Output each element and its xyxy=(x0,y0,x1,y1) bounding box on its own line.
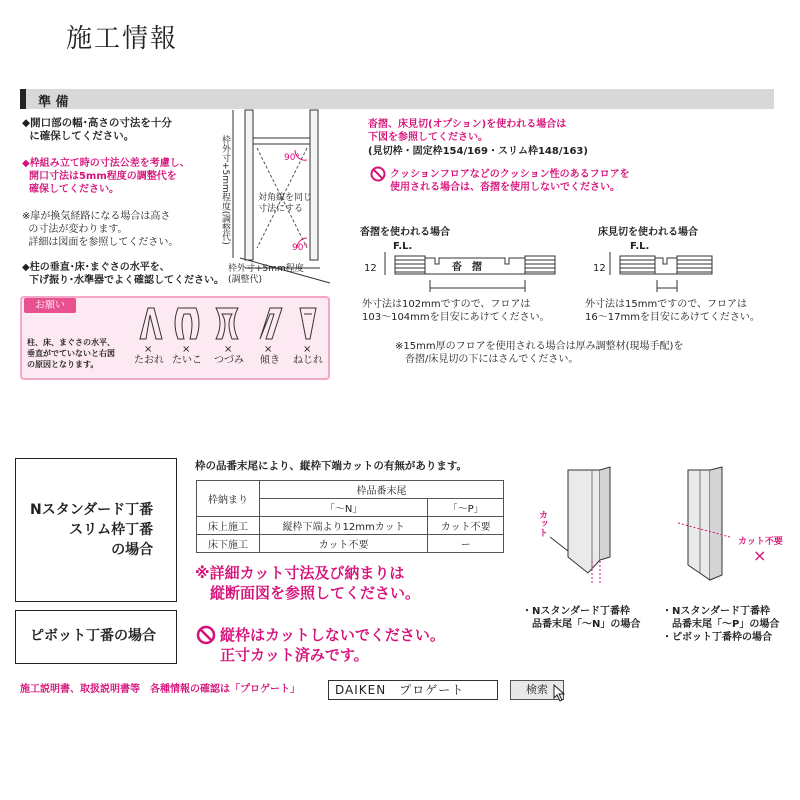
table-row xyxy=(197,517,504,535)
table-row xyxy=(197,535,504,553)
table-cell: カット不要 xyxy=(259,535,427,553)
fl-label-right: F.L. xyxy=(630,241,650,252)
defect-mark: × xyxy=(224,344,233,355)
table-head-group: 枠品番末尾 xyxy=(259,481,503,499)
defect-mark: × xyxy=(303,344,312,355)
hinge-std-note: ※詳細カット寸法及び納まりは 縦断面図を参照してください。 xyxy=(195,564,421,602)
dim-12-left: 12 xyxy=(364,263,377,274)
table-cell: ー xyxy=(428,535,504,553)
table-cell: カット不要 xyxy=(428,517,504,535)
table-cell: 縦枠下端より12mmカット xyxy=(259,517,427,535)
defect-mark: × xyxy=(264,344,273,355)
defect-label: たおれ xyxy=(134,355,164,366)
cursor-icon xyxy=(552,684,568,702)
left-case-title: 沓摺を使われる場合 xyxy=(360,227,450,238)
vertical-dim-label: 枠外寸+5mm程度(調整代) xyxy=(220,135,230,245)
left-figure-caption: ・Nスタンダード丁番枠 品番末尾「～N」の場合 xyxy=(522,606,641,630)
angle-top-label: 90° xyxy=(284,153,300,163)
table-cell: 床下施工 xyxy=(197,535,260,553)
prohibition-icon xyxy=(370,166,386,182)
defect-label: ねじれ xyxy=(293,355,323,366)
threshold-notice: クッションフロアなどのクッション性のあるフロアを 使用される場合は、沓摺を使用しないでください。 xyxy=(390,169,630,193)
cut-figure-right xyxy=(670,465,740,590)
horizontal-dim-label: 枠外寸+5mm程度 (調整代) xyxy=(228,264,304,285)
table-cell: 床上施工 xyxy=(197,517,260,535)
table-head-n: 「～N」 xyxy=(259,499,427,517)
section-marker xyxy=(20,89,26,109)
right-case-title: 床見切を使われる場合 xyxy=(598,227,698,238)
request-text: 柱、床、まぐさの水平、 垂直がでていないと右図 の原因となります。 xyxy=(27,338,115,369)
section-bar xyxy=(20,89,774,109)
hinge-std-intro: 枠の品番末尾により、縦枠下端カットの有無があります。 xyxy=(195,460,468,472)
search-input[interactable]: DAIKEN プロゲート xyxy=(328,680,498,700)
threshold-sub: (見切枠・固定枠154/169・スリム枠148/163) xyxy=(368,146,588,157)
floor-trim-diagram xyxy=(605,250,715,295)
request-tag: お願い xyxy=(24,298,76,313)
section-title: 準 備 xyxy=(38,95,69,110)
prohibition-icon xyxy=(196,625,216,645)
footer-text: 施工説明書、取扱説明書等 各種情報の確認は「プロゲート」 xyxy=(20,684,300,695)
defect-label: つづみ xyxy=(214,355,244,366)
hinge-pivot-note: 縦枠はカットしないでください。 正寸カット済みです。 xyxy=(220,626,445,664)
defect-label: 傾き xyxy=(260,355,280,366)
angle-bottom-label: 90° xyxy=(292,243,308,253)
threshold-heading: 沓摺、床見切(オプション)を使われる場合は 下図を参照してください。 xyxy=(368,119,567,143)
defect-label: たいこ xyxy=(172,355,202,366)
page-title: 施工情報 xyxy=(66,24,179,54)
defect-mark: × xyxy=(144,344,153,355)
frame-table xyxy=(196,480,504,553)
threshold-footnote: ※15mm厚のフロアを使用される場合は厚み調整材(現場手配)を 沓摺/床見切の下にはさんでください。 xyxy=(395,341,684,365)
left-case-note: 外寸法は102mmですので、フロアは 103～104mmを目安にあけてください。 xyxy=(362,299,550,323)
cross-mark: × xyxy=(753,546,767,565)
table-head-p: 「～P」 xyxy=(428,499,504,517)
search-button[interactable]: 検索 xyxy=(510,680,564,700)
prep-item-3: ※扉が換気経路になる場合は高さ の寸法が変わります。 詳細は図面を参照してください。 xyxy=(22,211,179,248)
right-figure-caption: ・Nスタンダード丁番枠 品番末尾「～P」の場合 ・ピボット丁番枠の場合 xyxy=(662,606,780,643)
kutsuzuri-label: 沓 摺 xyxy=(452,262,482,273)
no-cut-tag: カット不要 xyxy=(738,537,783,547)
diagonal-label: 対角線を同じ 寸法にする xyxy=(258,193,313,214)
cut-tag: カット xyxy=(537,510,547,537)
prep-item-4: ◆柱の垂直･床･まぐさの水平を、 下げ振り･水準器でよく確認してください。 xyxy=(22,262,224,286)
hinge-pivot-label: ピボット丁番の場合 xyxy=(30,628,156,644)
hinge-std-label: Nスタンダード丁番 スリム枠丁番 の場合 xyxy=(30,502,154,558)
defect-mark: × xyxy=(182,344,191,355)
prep-item-2: ◆枠組み立て時の寸法公差を考慮し、 開口寸法は5mm程度の調整代を 確保してください。 xyxy=(22,158,190,195)
right-case-note: 外寸法は15mmですので、フロアは 16～17mmを目安にあけてください。 xyxy=(585,299,760,323)
dim-12-right: 12 xyxy=(593,263,606,274)
fl-label-left: F.L. xyxy=(393,241,413,252)
prep-item-1: ◆開口部の幅･高さの寸法を十分 に確保してください。 xyxy=(22,117,172,142)
defect-icons xyxy=(130,305,320,343)
table-head-frame: 枠納まり xyxy=(197,481,260,517)
